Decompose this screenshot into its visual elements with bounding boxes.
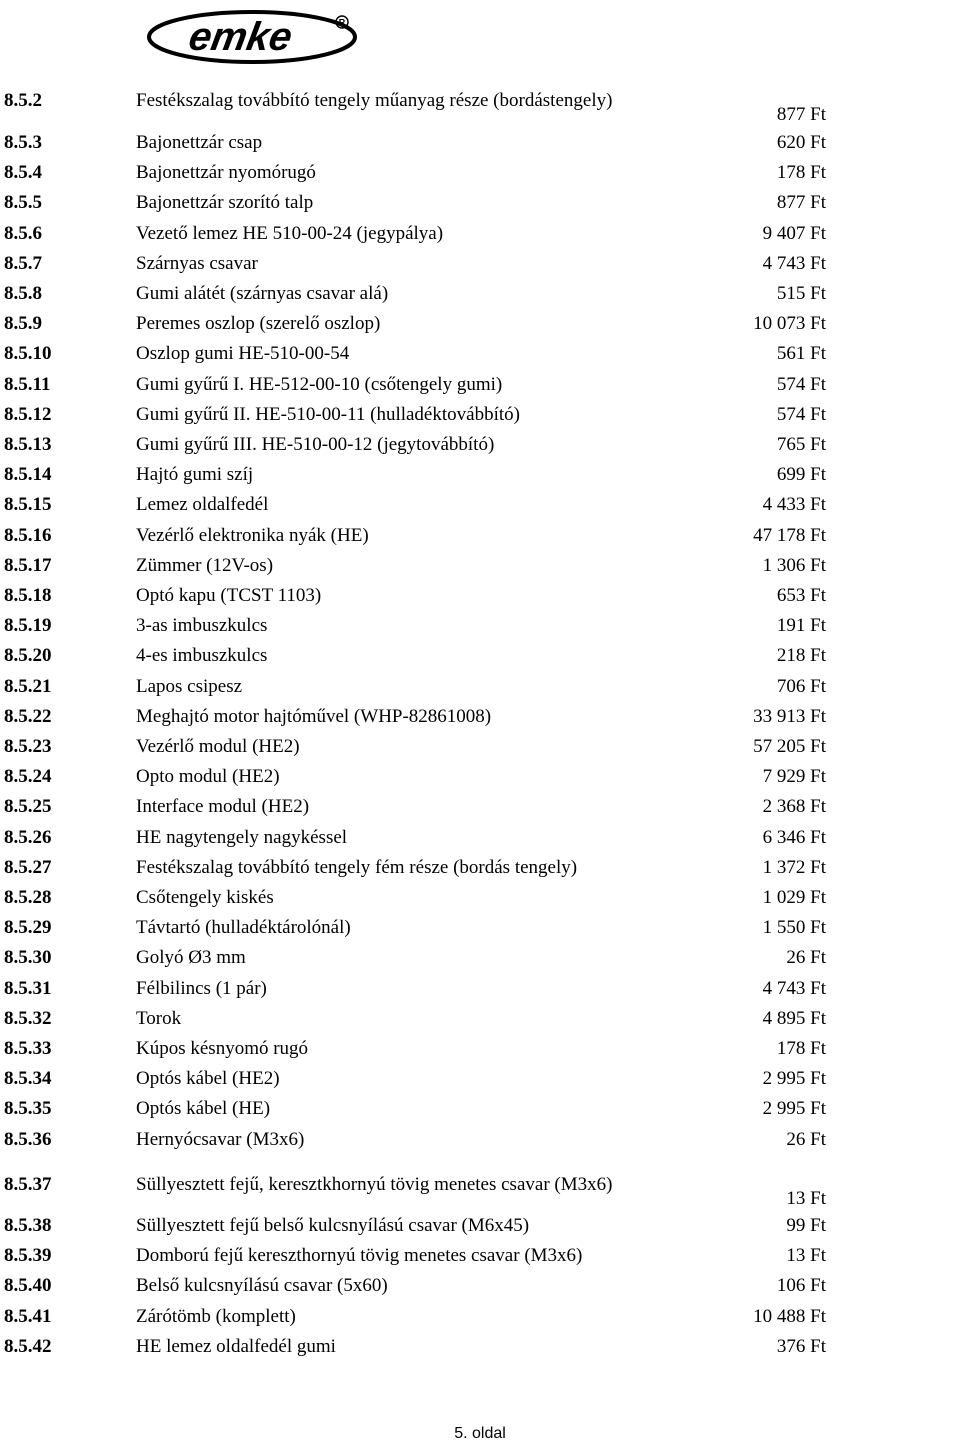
part-description: Opto modul (HE2): [136, 766, 280, 788]
part-code: 8.5.11: [4, 373, 51, 395]
part-code: 8.5.17: [4, 554, 52, 576]
part-price: 26 Ft: [786, 1128, 826, 1150]
part-code: 8.5.10: [4, 343, 52, 365]
part-code: 8.5.31: [4, 977, 52, 999]
part-price: 4 743 Ft: [762, 252, 826, 274]
part-code: 8.5.24: [4, 766, 52, 788]
part-price: 7 929 Ft: [762, 766, 826, 788]
part-description: Hernyócsavar (M3x6): [136, 1128, 305, 1150]
table-row: [0, 645, 960, 675]
part-description: Golyó Ø3 mm: [136, 947, 246, 969]
part-price: 10 073 Ft: [753, 313, 826, 335]
table-row: [0, 1038, 960, 1068]
page-number: 5. oldal: [454, 1425, 506, 1442]
part-code: 8.5.33: [4, 1038, 52, 1059]
part-price: 376 Ft: [776, 1335, 826, 1357]
part-description: Gumi gyűrű I. HE-512-00-10 (csőtengely gumi): [136, 373, 503, 395]
part-code: 8.5.23: [4, 736, 52, 757]
part-description: Gumi gyűrű II. HE-510-00-11 (hulladéktovábbító): [136, 403, 520, 425]
part-description: Meghajtó motor hajtóművel (WHP-82861008): [136, 705, 492, 727]
table-row: [0, 162, 960, 192]
part-code: 8.5.42: [4, 1335, 52, 1357]
part-description: Lapos csipesz: [136, 675, 243, 697]
table-row: [0, 1275, 960, 1305]
table-row: [0, 917, 960, 947]
part-price: 1 372 Ft: [762, 856, 826, 878]
part-description: Lemez oldalfedél: [136, 494, 269, 516]
part-code: 8.5.20: [4, 645, 52, 667]
part-code: 8.5.2: [4, 90, 42, 111]
part-price: 4 895 Ft: [762, 1007, 826, 1029]
part-code: 8.5.27: [4, 856, 52, 878]
table-row: [0, 313, 960, 343]
table-row: [0, 1215, 960, 1245]
part-code: 8.5.18: [4, 585, 52, 606]
part-price: 1 306 Ft: [762, 554, 826, 576]
part-price: 57 205 Ft: [753, 736, 826, 757]
part-description: Bajonettzár szorító talp: [136, 192, 314, 214]
part-code: 8.5.4: [4, 162, 42, 184]
table-row: [0, 615, 960, 645]
part-price: 178 Ft: [776, 1038, 826, 1059]
part-price: 2 995 Ft: [762, 1068, 826, 1090]
part-code: 8.5.28: [4, 887, 52, 908]
part-code: 8.5.34: [4, 1068, 52, 1090]
part-price: 1 550 Ft: [762, 917, 826, 939]
table-row: [0, 585, 960, 615]
table-row: [0, 1336, 960, 1366]
part-description: Süllyesztett fejű, keresztkhornyú tövig menetes csavar (M3x6): [136, 1174, 613, 1195]
part-price: 574 Ft: [776, 403, 826, 425]
table-row: [0, 1068, 960, 1098]
part-code: 8.5.9: [4, 313, 42, 335]
part-price: 765 Ft: [776, 434, 826, 455]
part-description: Oszlop gumi HE-510-00-54: [136, 343, 350, 365]
part-price: 178 Ft: [776, 162, 826, 184]
page-header: [0, 0, 960, 68]
part-description: Vezető lemez HE 510-00-24 (jegypálya): [136, 222, 444, 244]
part-price: 1 029 Ft: [762, 887, 826, 908]
part-price: 4 433 Ft: [762, 494, 826, 516]
part-description: Félbilincs (1 pár): [136, 977, 267, 999]
table-row: [0, 253, 960, 283]
table-row: [0, 223, 960, 253]
part-code: 8.5.39: [4, 1245, 52, 1267]
part-description: Gumi alátét (szárnyas csavar alá): [136, 283, 389, 304]
part-description: HE nagytengely nagykéssel: [136, 826, 348, 848]
part-code: 8.5.30: [4, 947, 52, 969]
part-description: Gumi gyűrű III. HE-510-00-12 (jegytovábbító): [136, 434, 495, 455]
part-description: Optós kábel (HE2): [136, 1068, 280, 1090]
table-row: [0, 1306, 960, 1336]
part-code: 8.5.13: [4, 434, 52, 455]
part-description: Bajonettzár csap: [136, 132, 263, 153]
part-description: Vezérlő elektronika nyák (HE): [136, 524, 369, 546]
part-price: 574 Ft: [776, 373, 826, 395]
table-row: [0, 706, 960, 736]
part-price: 10 488 Ft: [753, 1305, 826, 1327]
part-code: 8.5.41: [4, 1305, 52, 1327]
part-price: 47 178 Ft: [753, 524, 826, 546]
part-code: 8.5.8: [4, 283, 42, 304]
part-code: 8.5.37: [4, 1174, 52, 1195]
part-description: 4-es imbuszkulcs: [136, 645, 268, 667]
table-row: [0, 343, 960, 373]
part-description: Csőtengely kiskés: [136, 887, 274, 908]
part-description: Peremes oszlop (szerelő oszlop): [136, 313, 381, 335]
part-code: 8.5.35: [4, 1098, 52, 1120]
table-row: [0, 676, 960, 706]
part-code: 8.5.22: [4, 705, 52, 727]
table-row: [0, 192, 960, 222]
table-row: [0, 494, 960, 524]
part-code: 8.5.5: [4, 192, 42, 214]
part-code: 8.5.7: [4, 252, 42, 274]
part-price: 99 Ft: [786, 1215, 826, 1236]
table-row: [0, 736, 960, 766]
part-price: 877 Ft: [776, 192, 826, 214]
table-row: [0, 434, 960, 464]
table-row: [0, 1098, 960, 1128]
part-description: Zümmer (12V-os): [136, 554, 274, 576]
part-price: 33 913 Ft: [753, 705, 826, 727]
table-row: [0, 827, 960, 857]
table-row: [0, 1008, 960, 1038]
part-price: 4 743 Ft: [762, 977, 826, 999]
part-price: 706 Ft: [776, 675, 826, 697]
table-row: [0, 283, 960, 313]
part-price: 26 Ft: [786, 947, 826, 969]
part-code: 8.5.36: [4, 1128, 52, 1150]
part-price: 218 Ft: [776, 645, 826, 667]
part-description: HE lemez oldalfedél gumi: [136, 1335, 336, 1357]
emke-logo: [146, 6, 362, 66]
part-price: 9 407 Ft: [762, 222, 826, 244]
part-price: 106 Ft: [776, 1275, 826, 1297]
part-price: 515 Ft: [776, 283, 826, 304]
part-description: Szárnyas csavar: [136, 252, 258, 274]
part-description: Kúpos késnyomó rugó: [136, 1038, 309, 1059]
part-code: 8.5.19: [4, 615, 52, 637]
part-code: 8.5.15: [4, 494, 52, 516]
part-description: Festékszalag továbbító tengely fém része (bordás tengely): [136, 856, 578, 878]
table-row: [0, 978, 960, 1008]
part-description: Belső kulcsnyílású csavar (5x60): [136, 1275, 388, 1297]
part-description: Hajtó gumi szíj: [136, 464, 254, 486]
part-price: 561 Ft: [776, 343, 826, 365]
part-code: 8.5.32: [4, 1007, 52, 1029]
part-price: 13 Ft: [786, 1188, 826, 1209]
table-row: [0, 404, 960, 434]
part-price: 2 368 Ft: [762, 796, 826, 818]
part-code: 8.5.21: [4, 675, 52, 697]
part-description: Domború fejű kereszthornyú tövig menetes csavar (M3x6): [136, 1245, 583, 1267]
table-row: [0, 1174, 960, 1209]
part-description: Zárótömb (komplett): [136, 1305, 296, 1327]
part-price: 13 Ft: [786, 1245, 826, 1267]
part-description: Torok: [136, 1007, 182, 1029]
part-code: 8.5.3: [4, 132, 42, 153]
part-code: 8.5.16: [4, 524, 52, 546]
svg-text:R: R: [338, 17, 346, 28]
part-description: 3-as imbuszkulcs: [136, 615, 268, 637]
part-description: Interface modul (HE2): [136, 796, 310, 818]
table-row: [0, 525, 960, 555]
part-code: 8.5.40: [4, 1275, 52, 1297]
table-row: [0, 947, 960, 977]
table-row: [0, 132, 960, 162]
part-code: 8.5.6: [4, 222, 42, 244]
part-code: 8.5.12: [4, 403, 52, 425]
part-description: Bajonettzár nyomórugó: [136, 162, 316, 184]
part-code: 8.5.38: [4, 1215, 52, 1236]
part-price: 2 995 Ft: [762, 1098, 826, 1120]
part-price: 877 Ft: [776, 104, 826, 125]
part-code: 8.5.29: [4, 917, 52, 939]
part-description: Vezérlő modul (HE2): [136, 736, 300, 757]
table-row: [0, 90, 960, 125]
part-description: Optós kábel (HE): [136, 1098, 271, 1120]
part-price: 653 Ft: [776, 585, 826, 606]
table-row: [0, 555, 960, 585]
part-price: 620 Ft: [776, 132, 826, 153]
table-row: [0, 1129, 960, 1159]
part-price: 6 346 Ft: [762, 826, 826, 848]
table-row: [0, 1245, 960, 1275]
part-code: 8.5.25: [4, 796, 52, 818]
part-description: Festékszalag továbbító tengely műanyag része (bordástengely): [136, 90, 613, 111]
svg-text:emke: emke: [185, 14, 296, 59]
table-row: [0, 857, 960, 887]
table-row: [0, 374, 960, 404]
table-row: [0, 464, 960, 494]
table-row: [0, 766, 960, 796]
table-row: [0, 796, 960, 826]
part-code: 8.5.14: [4, 464, 52, 486]
part-code: 8.5.26: [4, 826, 52, 848]
part-description: Optó kapu (TCST 1103): [136, 585, 322, 606]
part-description: Távtartó (hulladéktárolónál): [136, 917, 351, 939]
part-price: 699 Ft: [776, 464, 826, 486]
part-price: 191 Ft: [776, 615, 826, 637]
part-description: Süllyesztett fejű belső kulcsnyílású csavar (M6x45): [136, 1215, 530, 1236]
table-row: [0, 887, 960, 917]
